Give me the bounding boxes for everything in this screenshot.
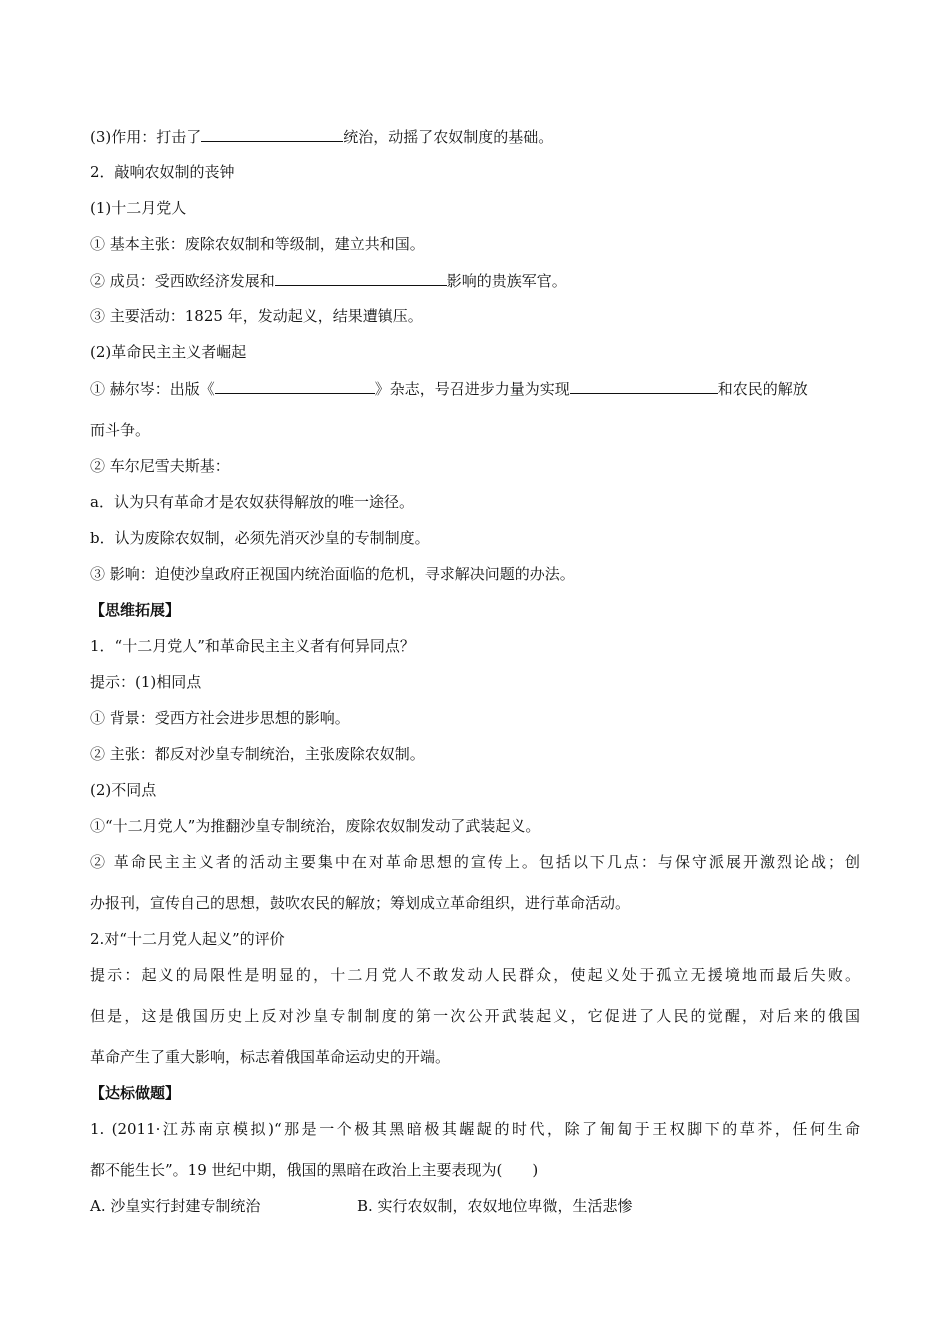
fill-blank[interactable] [570,378,718,394]
text-line: ② 主张：都反对沙皇专制统治，主张废除农奴制。 [90,745,425,763]
exercise-question: 1. (2011·江苏南京模拟)“那是一个极其黑暗极其龌龊的时代，除了匍匐于王权脚下的草芥，任何生命 [90,1120,860,1138]
text: 和农民的解放 [717,380,808,398]
option-a[interactable]: A. 沙皇实行封建专制统治 [90,1197,261,1215]
subsection-heading: (2)革命民主主义者崛起 [90,343,247,361]
text-line: a．认为只有革命才是农奴获得解放的唯一途径。 [90,493,414,511]
text-line: ①“十二月党人”为推翻沙皇专制统治，废除农奴制发动了武装起义。 [90,817,541,835]
fill-blank[interactable] [275,270,447,286]
text-line: 办报刊，宣传自己的思想，鼓吹农民的解放；筹划成立革命组织，进行革命活动。 [90,894,631,912]
section-heading: 2．敲响农奴制的丧钟 [90,163,235,181]
text-line: ③ 影响：迫使沙皇政府正视国内统治面临的危机，寻求解决问题的办法。 [90,565,575,583]
question: 1．“十二月党人”和革命民主主义者有何异同点？ [90,637,415,655]
text-line: 革命产生了重大影响，标志着俄国革命运动史的开端。 [90,1048,451,1066]
text-line [90,270,567,291]
exercise-question: 都不能生长”。19 世纪中期，俄国的黑暗在政治上主要表现为( ) [90,1161,539,1179]
text: ② 成员：受西欧经济发展和 [90,272,275,290]
text-line: ② 革命民主主义者的活动主要集中在对革命思想的宣传上。包括以下几点：与保守派展开激烈论战；创 [90,853,860,871]
text-line: ① 基本主张：废除农奴制和等级制，建立共和国。 [90,235,425,253]
option-b[interactable]: B. 实行农奴制，农奴地位卑微，生活悲惨 [357,1197,633,1215]
text-line [90,378,808,399]
text-line: 但是，这是俄国历史上反对沙皇专制制度的第一次公开武装起义，它促进了人民的觉醒，对后来的俄国 [90,1007,860,1025]
text-line: ② 车尔尼雪夫斯基： [90,457,230,475]
text: (3)作用：打击了 [90,128,202,146]
text-line: b．认为废除农奴制，必须先消灭沙皇的专制制度。 [90,529,430,547]
question: 2.对“十二月党人起义”的评价 [90,930,285,948]
text-line [90,126,553,147]
text: 》杂志，号召进步力量为实现 [374,380,570,398]
text-line: ① 背景：受西方社会进步思想的影响。 [90,709,350,727]
section-title-thinking-extension: 【思维拓展】 [90,601,181,619]
section-title-practice: 【达标做题】 [90,1084,181,1102]
hint-line: 提示：(1)相同点 [90,673,202,691]
text: ① 赫尔岑：出版《 [90,380,215,398]
text: 影响的贵族军官。 [446,272,567,290]
subsection-heading: (1)十二月党人 [90,199,187,217]
text-line: 而斗争。 [90,421,151,439]
hint-line: 提示：起义的局限性是明显的，十二月党人不敢发动人民群众，使起义处于孤立无援境地而最后失败。 [90,966,860,984]
fill-blank[interactable] [201,126,343,142]
subsection-heading: (2)不同点 [90,781,157,799]
fill-blank[interactable] [215,378,375,394]
text-line: ③ 主要活动：1825 年，发动起义，结果遭镇压。 [90,307,423,325]
text: 统治，动摇了农奴制度的基础。 [343,128,554,146]
